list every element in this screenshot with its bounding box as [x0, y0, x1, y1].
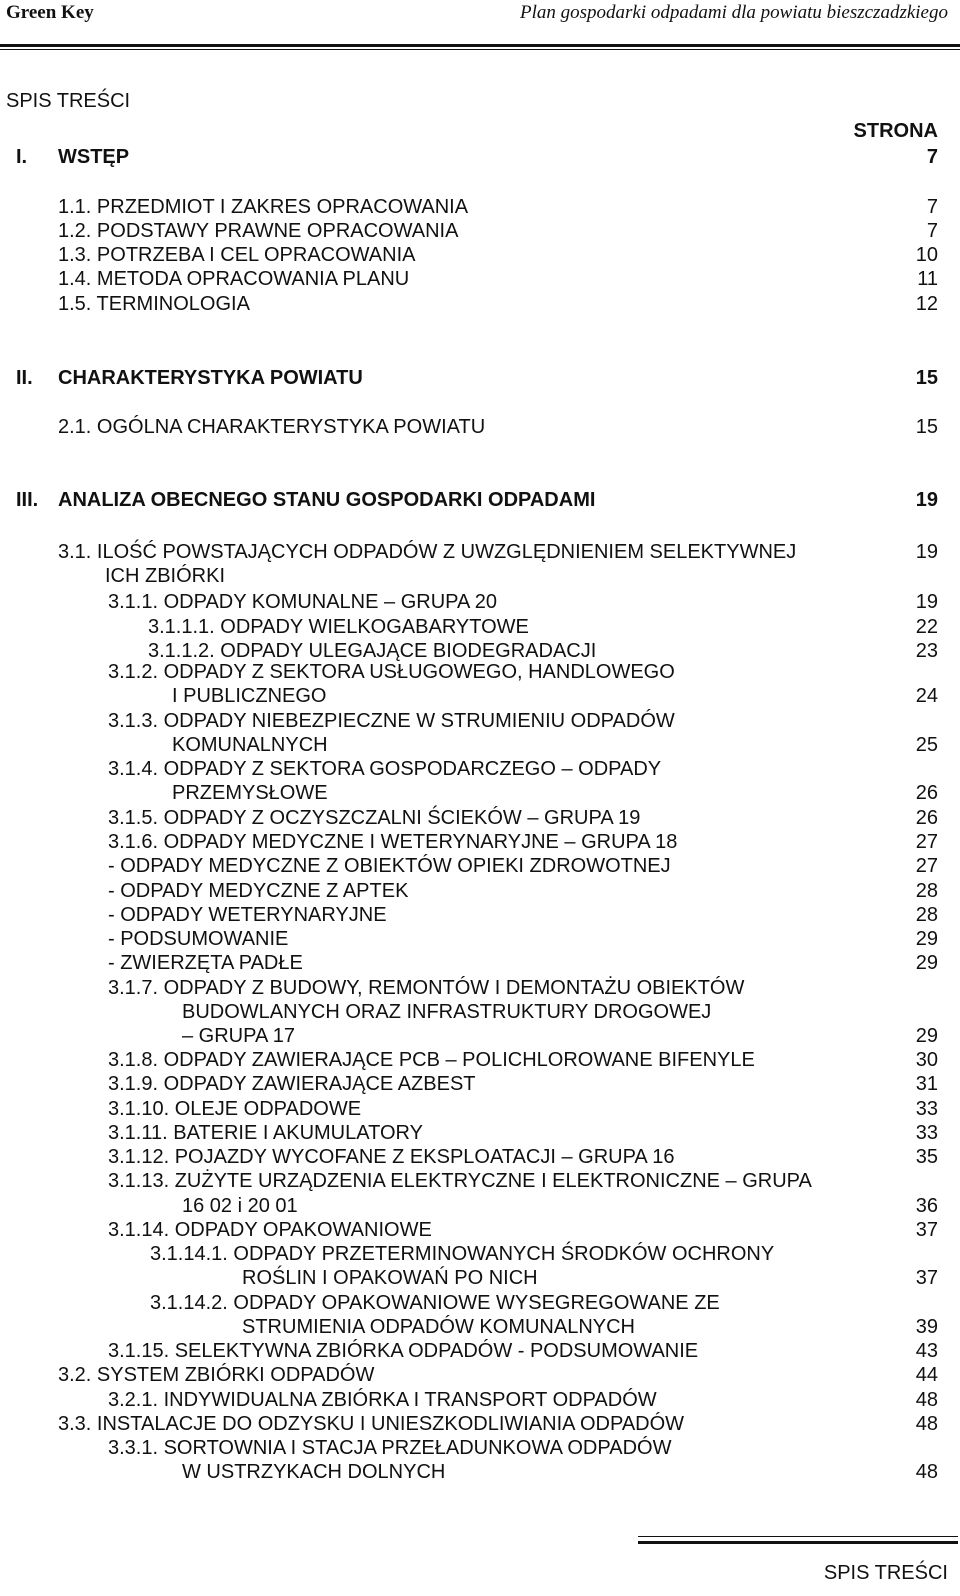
toc-entry-page-number: 44: [915, 1364, 938, 1386]
toc-entry: [0, 1291, 960, 1315]
toc-entry-page-number: 37: [915, 1219, 938, 1241]
toc-entry-page-number: 15: [915, 416, 938, 438]
toc-entry-title: 3.1. ILOŚĆ POWSTAJĄCYCH ODPADÓW Z UWZGLĘDNIENIEM SELEKTYWNEJ: [58, 541, 797, 563]
toc-entry: [0, 1266, 960, 1290]
toc-entry-title: ANALIZA OBECNEGO STANU GOSPODARKI ODPADAMI: [58, 489, 596, 511]
toc-entry-page-number: 28: [915, 880, 938, 902]
toc-entry-title: CHARAKTERYSTYKA POWIATU: [58, 367, 363, 389]
toc-entry-page-number: 48: [915, 1389, 938, 1411]
toc-entry-title: 3.1.6. ODPADY MEDYCZNE I WETERYNARYJNE – GRUPA 18: [108, 831, 678, 853]
toc-entry: [0, 781, 960, 805]
toc-entry-page-number: 28: [915, 904, 938, 926]
toc-entry-title: 3.2. SYSTEM ZBIÓRKI ODPADÓW: [58, 1364, 375, 1386]
toc-entry-title: W USTRZYKACH DOLNYCH: [182, 1461, 446, 1483]
toc-entry-page-number: 31: [915, 1073, 938, 1095]
toc-entry-title: 3.1.8. ODPADY ZAWIERAJĄCE PCB – POLICHLOROWANE BIFENYLE: [108, 1049, 755, 1071]
header-document-title: Plan gospodarki odpadami dla powiatu bieszczadzkiego: [519, 2, 948, 23]
toc-entry-title: 3.3. INSTALACJE DO ODZYSKU I UNIESZKODLIWIANIA ODPADÓW: [58, 1413, 685, 1435]
toc-entry: [0, 1412, 960, 1436]
toc-entry-title: I PUBLICZNEGO: [172, 685, 327, 707]
header-rule-thick: [0, 44, 960, 47]
toc-entry-title: ICH ZBIÓRKI: [105, 565, 226, 587]
toc-entry: [0, 976, 960, 1000]
toc-entry: [0, 292, 960, 316]
toc-entry: [0, 1363, 960, 1387]
toc-entry-numeral: II.: [16, 367, 33, 389]
toc-entry-title: 3.1.9. ODPADY ZAWIERAJĄCE AZBEST: [108, 1073, 476, 1095]
toc-entry-page-number: 23: [915, 640, 938, 662]
toc-entry: [0, 145, 960, 169]
toc-entry: [0, 615, 960, 639]
toc-entry: [0, 1218, 960, 1242]
toc-entry-numeral: III.: [16, 489, 39, 511]
toc-entry-title: 3.1.1.1. ODPADY WIELKOGABARYTOWE: [148, 616, 529, 638]
toc-entry: [0, 415, 960, 439]
footer-rule-thick: [638, 1541, 958, 1544]
toc-entry: [0, 660, 960, 684]
toc-entry: [0, 1048, 960, 1072]
toc-entry-numeral: I.: [16, 146, 28, 168]
toc-entry-page-number: 43: [915, 1340, 938, 1362]
toc-entry-page-number: 7: [926, 146, 938, 168]
toc-entry: [0, 488, 960, 512]
footer-rule-thin: [638, 1536, 958, 1537]
toc-entry-page-number: 35: [915, 1146, 938, 1168]
toc-entry-title: BUDOWLANYCH ORAZ INFRASTRUKTURY DROGOWEJ: [182, 1001, 712, 1023]
toc-entry: [0, 195, 960, 219]
toc-entry-title: 3.1.15. SELEKTYWNA ZBIÓRKA ODPADÓW - PODSUMOWANIE: [108, 1340, 699, 1362]
toc-entry-title: - ZWIERZĘTA PADŁE: [108, 952, 303, 974]
header-rule-thin: [0, 49, 960, 50]
toc-entry-title: 1.1. PRZEDMIOT I ZAKRES OPRACOWANIA: [58, 196, 469, 218]
toc-entry-title: KOMUNALNYCH: [172, 734, 328, 756]
toc-entry: [0, 1169, 960, 1193]
toc-entry: [0, 1145, 960, 1169]
toc-entry-title: 3.1.14.1. ODPADY PRZETERMINOWANYCH ŚRODKÓW OCHRONY: [150, 1243, 775, 1265]
toc-entry-title: 2.1. OGÓLNA CHARAKTERYSTYKA POWIATU: [58, 416, 486, 438]
toc-entry-title: 3.2.1. INDYWIDUALNA ZBIÓRKA I TRANSPORT ODPADÓW: [108, 1389, 657, 1411]
toc-entry: [0, 733, 960, 757]
toc-title: SPIS TREŚCI: [6, 90, 131, 112]
toc-entry-page-number: 48: [915, 1413, 938, 1435]
toc-entry-title: 3.1.12. POJAZDY WYCOFANE Z EKSPLOATACJI – GRUPA 16: [108, 1146, 675, 1168]
toc-entry-page-number: 19: [915, 489, 938, 511]
toc-entry: [0, 564, 960, 588]
toc-entry: [0, 1242, 960, 1266]
toc-entry-page-number: 26: [915, 782, 938, 804]
toc-entry-title: 3.1.14.2. ODPADY OPAKOWANIOWE WYSEGREGOWANE ZE: [150, 1292, 720, 1314]
page-header: [0, 0, 960, 52]
toc-entry: [0, 903, 960, 927]
toc-entry-title: 3.1.5. ODPADY Z OCZYSZCZALNI ŚCIEKÓW – GRUPA 19: [108, 807, 641, 829]
header-company: Green Key: [6, 2, 94, 23]
toc-entry-title: 3.1.4. ODPADY Z SEKTORA GOSPODARCZEGO – ODPADY: [108, 758, 662, 780]
toc-entry: [0, 879, 960, 903]
toc-entry-page-number: 29: [915, 1025, 938, 1047]
toc-entry-page-number: 11: [917, 268, 938, 290]
toc-entry-page-number: 33: [915, 1122, 938, 1144]
toc-entry-title: 3.1.2. ODPADY Z SEKTORA USŁUGOWEGO, HANDLOWEGO: [108, 661, 675, 683]
toc-entry-title: 1.2. PODSTAWY PRAWNE OPRACOWANIA: [58, 220, 459, 242]
toc-entry: [0, 1024, 960, 1048]
toc-entry-title: 3.1.14. ODPADY OPAKOWANIOWE: [108, 1219, 432, 1241]
toc-entry-title: 3.3.1. SORTOWNIA I STACJA PRZEŁADUNKOWA ODPADÓW: [108, 1437, 672, 1459]
toc-entry-page-number: 48: [915, 1461, 938, 1483]
toc-entry: [0, 1339, 960, 1363]
toc-entry-title: - ODPADY WETERYNARYJNE: [108, 904, 387, 926]
toc-entry-title: STRUMIENIA ODPADÓW KOMUNALNYCH: [242, 1316, 635, 1338]
toc-entry-title: – GRUPA 17: [182, 1025, 296, 1047]
toc-entry-title: 3.1.1. ODPADY KOMUNALNE – GRUPA 20: [108, 591, 498, 613]
toc-entry-title: 16 02 i 20 01: [182, 1195, 298, 1217]
toc-entry-title: - ODPADY MEDYCZNE Z OBIEKTÓW OPIEKI ZDROWOTNEJ: [108, 855, 671, 877]
toc-entry-title: 3.1.7. ODPADY Z BUDOWY, REMONTÓW I DEMONTAŻU OBIEKTÓW: [108, 977, 745, 999]
toc-entry-title: 1.3. POTRZEBA I CEL OPRACOWANIA: [58, 244, 416, 266]
toc-entry: [0, 366, 960, 390]
toc-entry: [0, 243, 960, 267]
toc-entry-title: 3.1.11. BATERIE I AKUMULATORY: [108, 1122, 423, 1144]
toc-entry-page-number: 26: [915, 807, 938, 829]
toc-entry-page-number: 27: [915, 855, 938, 877]
toc-entry: [0, 757, 960, 781]
toc-entry-page-number: 25: [915, 734, 938, 756]
toc-entry-page-number: 7: [926, 196, 938, 218]
toc-entry-title: - ODPADY MEDYCZNE Z APTEK: [108, 880, 409, 902]
toc-entry: [0, 590, 960, 614]
toc-entry-page-number: 36: [915, 1195, 938, 1217]
toc-entry-page-number: 30: [915, 1049, 938, 1071]
toc-entry: [0, 1000, 960, 1024]
toc-entry: [0, 830, 960, 854]
toc-entry: [0, 709, 960, 733]
footer-label: SPIS TREŚCI: [823, 1562, 948, 1584]
toc-entry-page-number: 27: [915, 831, 938, 853]
toc-entry-title: 3.1.13. ZUŻYTE URZĄDZENIA ELEKTRYCZNE I ELEKTRONICZNE – GRUPA: [108, 1170, 812, 1192]
toc-entry: [0, 219, 960, 243]
toc-entry: [0, 1460, 960, 1484]
toc-entry-title: 3.1.3. ODPADY NIEBEZPIECZNE W STRUMIENIU ODPADÓW: [108, 710, 675, 732]
toc-entry: [0, 806, 960, 830]
toc-entry-page-number: 33: [915, 1098, 938, 1120]
toc-entry: [0, 1121, 960, 1145]
toc-entry-page-number: 22: [915, 616, 938, 638]
toc-entry-title: 3.1.10. OLEJE ODPADOWE: [108, 1098, 362, 1120]
toc-entry: [0, 1072, 960, 1096]
toc-entry: [0, 540, 960, 564]
toc-entry-page-number: 29: [915, 952, 938, 974]
toc-entry: [0, 1315, 960, 1339]
toc-entry-page-number: 12: [915, 293, 938, 315]
page-column-heading: STRONA: [853, 120, 938, 142]
toc-entry-page-number: 10: [915, 244, 938, 266]
toc-entry-page-number: 15: [915, 367, 938, 389]
toc-entry-title: - PODSUMOWANIE: [108, 928, 289, 950]
toc-entry-title: PRZEMYSŁOWE: [172, 782, 328, 804]
toc-entry-page-number: 39: [915, 1316, 938, 1338]
toc-entry: [0, 854, 960, 878]
toc-entry-page-number: 19: [915, 591, 938, 613]
toc-entry: [0, 1194, 960, 1218]
toc-entry: [0, 1097, 960, 1121]
toc-entry-page-number: 37: [915, 1267, 938, 1289]
toc-entry: [0, 684, 960, 708]
toc-entry-title: ROŚLIN I OPAKOWAŃ PO NICH: [242, 1267, 538, 1289]
toc-entry-page-number: 7: [926, 220, 938, 242]
toc-entry: [0, 1436, 960, 1460]
toc-entry-page-number: 29: [915, 928, 938, 950]
toc-entry: [0, 1388, 960, 1412]
toc-entry-title: 1.5. TERMINOLOGIA: [58, 293, 250, 315]
toc-entry-page-number: 19: [915, 541, 938, 563]
toc-entry: [0, 927, 960, 951]
toc-entry-title: 1.4. METODA OPRACOWANIA PLANU: [58, 268, 410, 290]
toc-entry-title: 3.1.1.2. ODPADY ULEGAJĄCE BIODEGRADACJI: [148, 640, 597, 662]
toc-entry: [0, 267, 960, 291]
toc-entry-page-number: 24: [915, 685, 938, 707]
toc-entry: [0, 951, 960, 975]
toc-entry-title: WSTĘP: [58, 146, 130, 168]
